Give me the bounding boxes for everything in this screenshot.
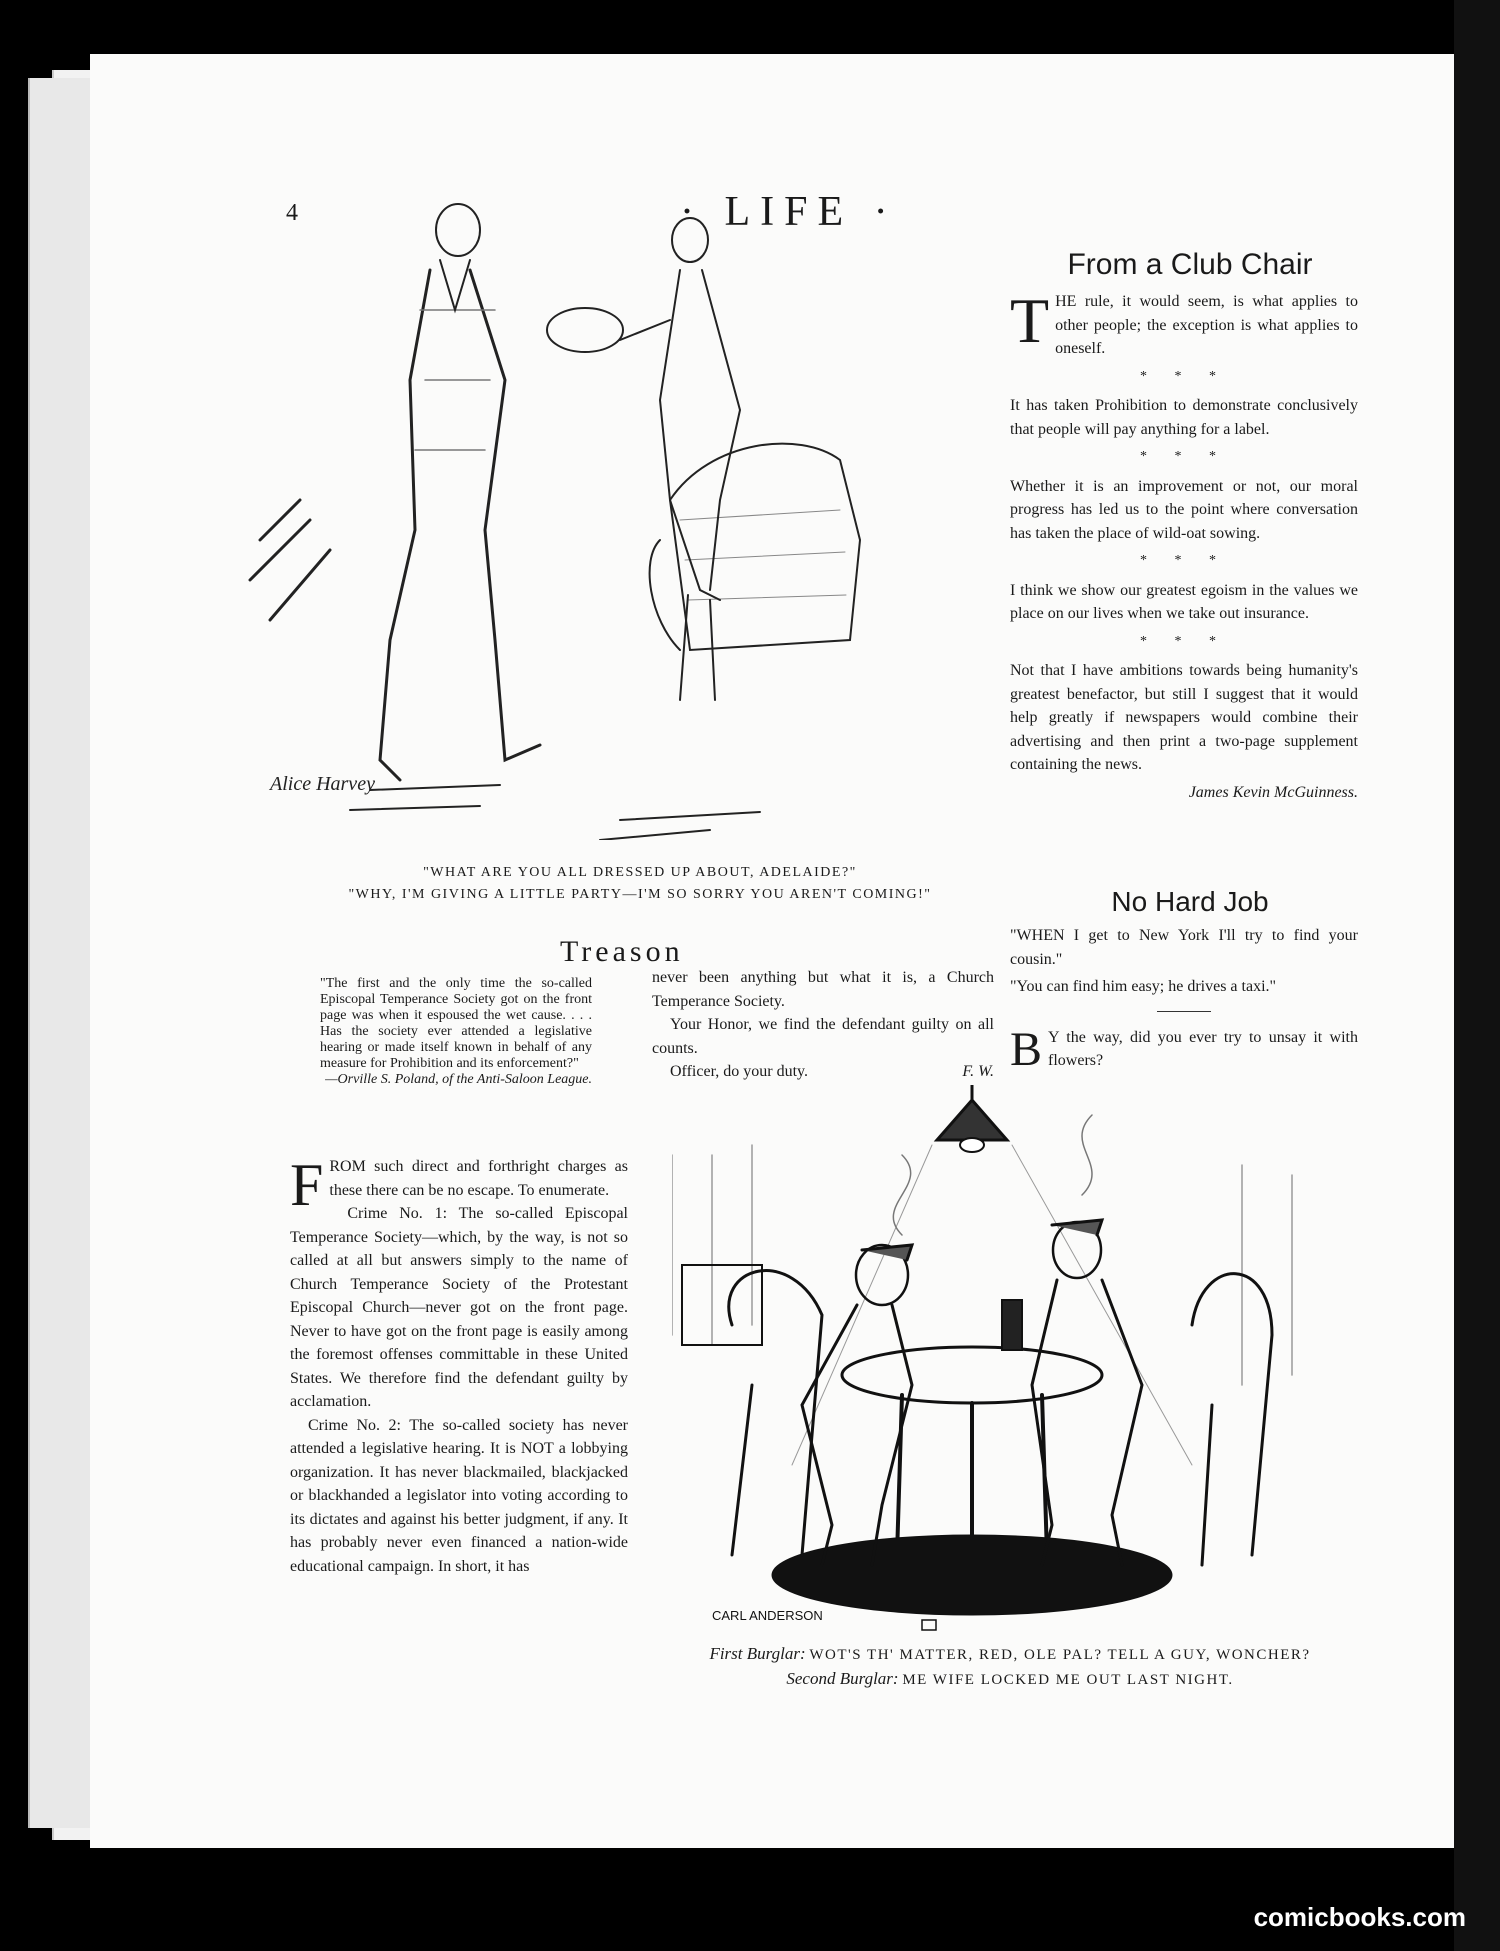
club-chair-paragraph-4: I think we show our greatest egoism in the values we place on our lives when we take out insurance. [1010, 581, 1358, 622]
club-chair-paragraph-2: It has taken Prohibition to demonstrate conclusively that people will pay anything for a label. [1010, 397, 1358, 438]
section-divider: * * * [1140, 633, 1228, 649]
no-hard-job-paragraph-1: "WHEN I get to New York I'll try to find your cousin." [1010, 927, 1358, 968]
artist-signature-top: Alice Harvey [270, 773, 375, 795]
masthead: · LIFE · [680, 189, 898, 235]
no-hard-job-paragraph-2: "You can find him easy; he drives a taxi." [1010, 978, 1277, 995]
section-divider: * * * [1140, 553, 1228, 568]
speaker-1: First Burglar: [709, 1644, 806, 1663]
treason-paragraph-1: ROM such direct and forthright charges as these there can be no escape. To enumerate. [329, 1158, 628, 1199]
club-chair-paragraph-1: HE rule, it would seem, is what applies to other people; the exception is what applies to oneself. [1055, 293, 1358, 357]
club-chair-paragraph-5: Not that I have ambitions towards being humanity's greatest benefactor, but still I suggest that it would help greatly if newspapers would combine their advertising and then print a two-page supplement containing the news. [1010, 662, 1358, 773]
cartoon-illustration-couple [240, 200, 940, 840]
drop-cap: B [1010, 1022, 1043, 1076]
club-chair-signature: James Kevin McGuinness. [1188, 783, 1358, 801]
cartoon-illustration-burglars [672, 1085, 1372, 1665]
speaker-1-line: WOT'S TH' MATTER, RED, OLE PAL? TELL A GUY, WONCHER? [809, 1647, 1311, 1663]
treason-col2-paragraph-2: Your Honor, we find the defendant guilty on all counts. [652, 1016, 994, 1057]
artist-signature-bottom: CARL ANDERSON [712, 1608, 823, 1623]
section-divider: * * * [1140, 449, 1228, 464]
speaker-2-line: ME WIFE LOCKED ME OUT LAST NIGHT. [902, 1672, 1234, 1688]
epigraph-attribution: —Orville S. Poland, of the Anti-Saloon League. [325, 1072, 592, 1087]
section-divider: * * * [1140, 368, 1228, 384]
treason-column-1 [290, 1152, 628, 1578]
no-hard-job-title: No Hard Job [1111, 886, 1269, 917]
page-edge-stack-inner [28, 78, 90, 1828]
speaker-2: Second Burglar: [786, 1669, 899, 1688]
cartoon-caption-top [290, 862, 990, 906]
site-watermark: comicbooks.com [1253, 1902, 1466, 1932]
caption-line-1: "WHAT ARE YOU ALL DRESSED UP ABOUT, ADELAIDE?" [423, 865, 857, 880]
no-hard-job-paragraph-3: Y the way, did you ever try to unsay it with flowers? [1048, 1028, 1358, 1069]
treason-col2-paragraph-3: Officer, do your duty. [670, 1063, 808, 1080]
treason-paragraph-2: Crime No. 1: The so-called Episcopal Temperance Society—which, by the way, is not so called at all but answers simply to the name of Church Temperance Society of the Protestant Episcopal Church—never got on the front page. Never to have got on the front page is easily among the foremost offenses committable in these United States. We therefore find the defendant guilty by acclamation. [290, 1205, 628, 1410]
treason-title: Treason [560, 935, 684, 968]
treason-paragraph-3: Crime No. 2: The so-called society has never attended a legislative hearing. It is NOT a lobbying organization. It has never blackmailed, blackjacked or blackhanded a legislator into voting according to its dictates and against his better judgment, if any. It has probably never even financed a nation-wide educational campaign. In short, it has [290, 1416, 628, 1575]
divider-rule [1157, 1011, 1211, 1012]
club-chair-article [1010, 285, 1358, 808]
club-chair-paragraph-3: Whether it is an improvement or not, our moral progress has led us to the point where conversation has taken the place of wild-oat sowing. [1010, 477, 1358, 542]
caption-line-2: "WHY, I'M GIVING A LITTLE PARTY—I'M SO SORRY YOU AREN'T COMING!" [348, 887, 932, 902]
treason-column-2 [652, 966, 994, 1084]
drop-cap: F [290, 1152, 324, 1218]
drop-cap: T [1010, 285, 1050, 356]
epigraph-quote: "The first and the only time the so-called Episcopal Temperance Society got on the front page was when it espoused the wet cause. . . . Has the society ever attended a legislative hearing or made itself known in behalf of any measure for Prohibition and its enforcement?" [320, 976, 592, 1071]
book-spine [1454, 0, 1500, 1951]
treason-epigraph [320, 976, 592, 1088]
treason-col2-paragraph-1: never been anything but what it is, a Church Temperance Society. [652, 969, 994, 1010]
page-number: 4 [286, 200, 298, 226]
cartoon-caption-bottom [660, 1642, 1360, 1692]
club-chair-title: From a Club Chair [1067, 248, 1313, 281]
no-hard-job-article [1010, 924, 1358, 1077]
treason-signature: F. W. [962, 1063, 994, 1080]
